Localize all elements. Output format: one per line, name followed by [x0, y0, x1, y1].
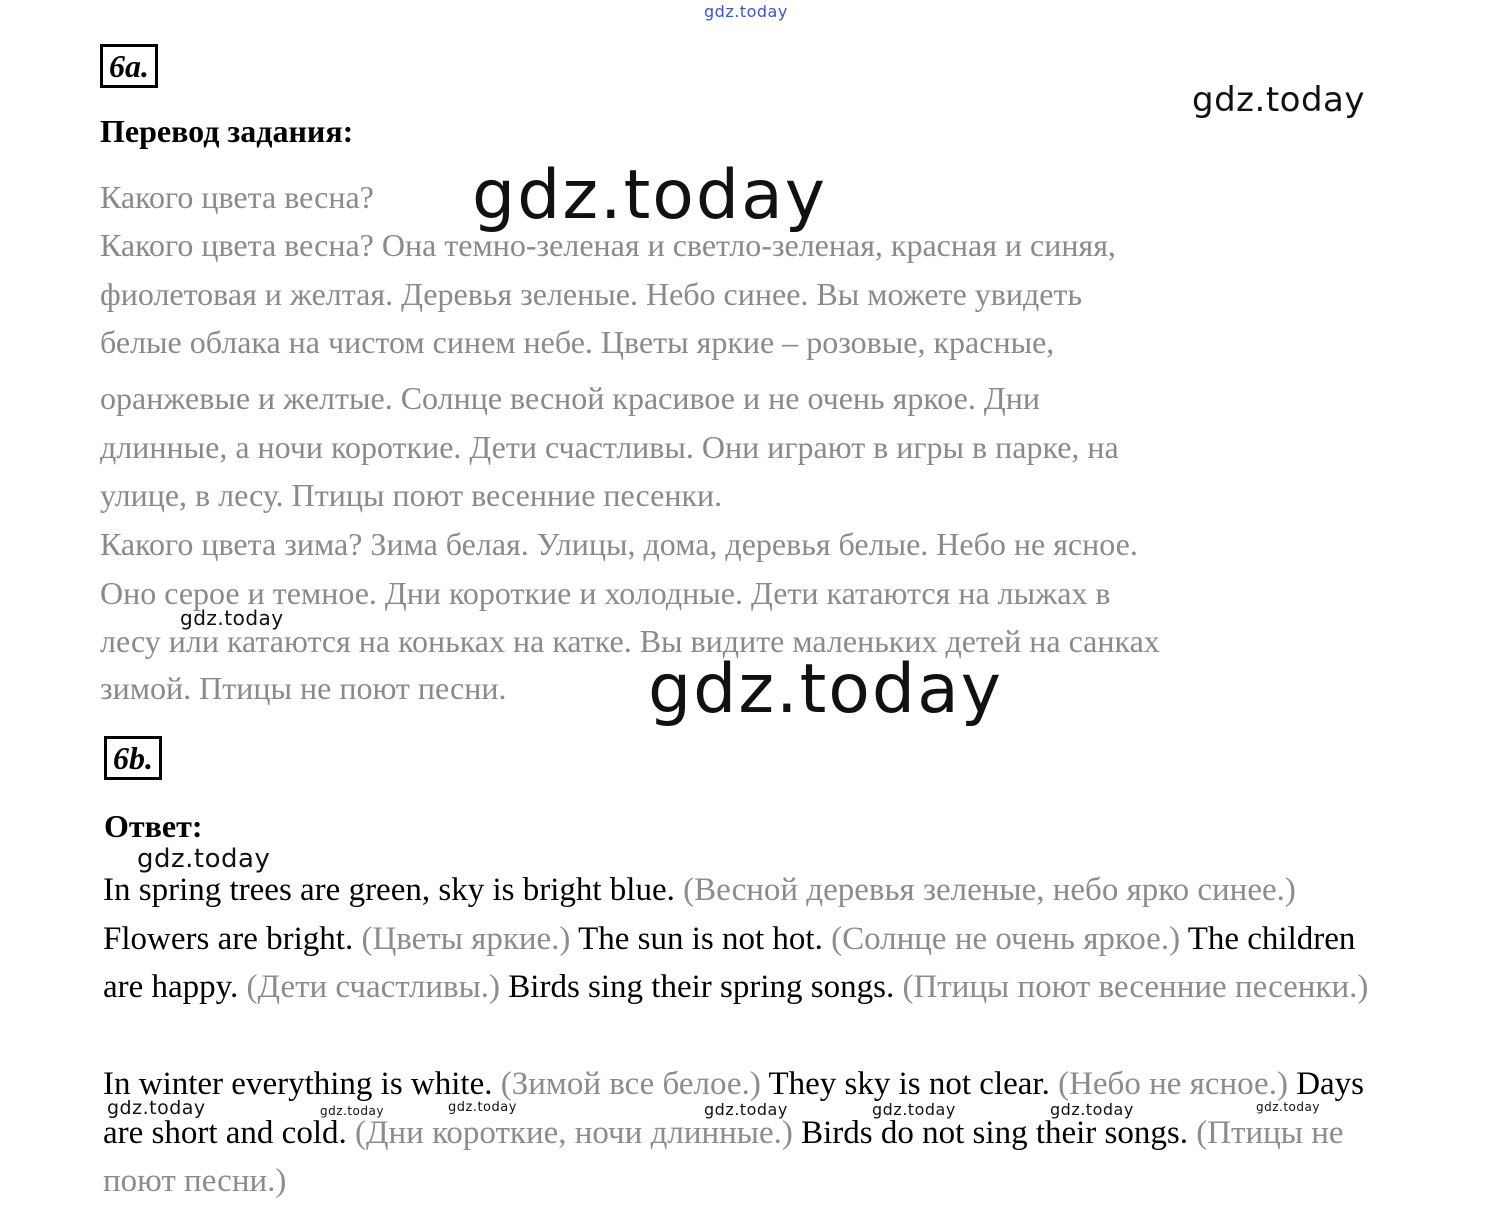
answer-sentence: Days are short and cold.: [103, 1066, 1365, 1151]
translation-line: зимой. Птицы не поют песни.: [100, 670, 507, 706]
translation-line: Оно серое и темное. Дни короткие и холодные. Дети катаются на лыжах в: [100, 575, 1111, 611]
watermark-right: gdz.today: [1192, 80, 1365, 120]
watermark-top: gdz.today: [704, 2, 788, 21]
answer-translation: (Зимой все белое.): [500, 1066, 761, 1102]
translation-line: белые облака на чистом синем небе. Цветы яркие – розовые, красные,: [100, 324, 1055, 360]
answer-sentence: Flowers are bright.: [103, 920, 354, 957]
watermark-small: gdz.today: [872, 1100, 956, 1119]
watermark-large-upper: gdz.today: [472, 156, 827, 235]
translation-line: фиолетовая и желтая. Деревья зеленые. Небо синее. Вы можете увидеть: [100, 276, 1083, 312]
translation-line: длинные, а ночи короткие. Дети счастливы. Они играют в игры в парке, на: [100, 429, 1119, 465]
watermark-small: gdz.today: [320, 1104, 384, 1118]
translation-line: улице, в лесу. Птицы поют весенние песенки.: [100, 477, 723, 513]
answer-translation: (Дети счастливы.): [246, 969, 501, 1005]
translation-line: Какого цвета весна? Она темно-зеленая и светло-зеленая, красная и синяя,: [100, 227, 1116, 263]
answer-sentence: In spring trees are green, sky is bright blue.: [103, 872, 675, 908]
translation-line: лесу или катаются на коньках на катке. Вы видите маленьких детей на санках: [100, 623, 1160, 659]
exercise-label-6a: 6a.: [100, 44, 158, 88]
answer-translation: (Небо не ясное.): [1058, 1066, 1288, 1102]
translation-line: оранжевые и желтые. Солнце весной красивое и не очень яркое. Дни: [100, 380, 1040, 416]
watermark-small: gdz.today: [137, 844, 271, 874]
answer-paragraph-spring: [103, 866, 1403, 1012]
answer-translation: (Птицы поют весенние песенки.): [902, 969, 1369, 1005]
answer-sentence: Birds do not sing their songs.: [801, 1114, 1188, 1151]
exercise-label-6b: 6b.: [104, 736, 162, 780]
answer-paragraph-winter: [103, 1060, 1403, 1206]
answer-translation: (Цветы яркие.): [361, 920, 571, 957]
watermark-small: gdz.today: [448, 1100, 517, 1115]
watermark-small: gdz.today: [704, 1100, 788, 1119]
translation-line: Какого цвета весна?: [100, 179, 374, 215]
watermark-small: gdz.today: [1050, 1100, 1134, 1119]
answer-sentence: The sun is not hot.: [578, 920, 823, 957]
translation-heading: Перевод задания:: [100, 113, 354, 149]
translation-line: Какого цвета зима? Зима белая. Улицы, дома, деревья белые. Небо не ясное.: [100, 526, 1138, 562]
answer-sentence: Birds sing their spring songs.: [508, 969, 895, 1005]
answer-translation: (Солнце не очень яркое.): [831, 920, 1181, 957]
answer-sentence: The children are happy.: [103, 920, 1356, 1005]
answer-translation: (Весной деревья зеленые, небо ярко синее.): [683, 872, 1296, 908]
answer-sentence: They sky is not clear.: [768, 1066, 1050, 1102]
watermark-small: gdz.today: [180, 606, 284, 630]
answer-sentence: In winter everything is white.: [103, 1066, 493, 1102]
answer-translation: (Птицы не поют песни.): [103, 1114, 1344, 1199]
answer-heading: Ответ:: [104, 808, 203, 844]
watermark-small: gdz.today: [1256, 1100, 1320, 1114]
watermark-small: gdz.today: [107, 1097, 206, 1119]
answer-translation: (Дни короткие, ночи длинные.): [355, 1114, 793, 1151]
watermark-large-lower: gdz.today: [648, 650, 1003, 729]
